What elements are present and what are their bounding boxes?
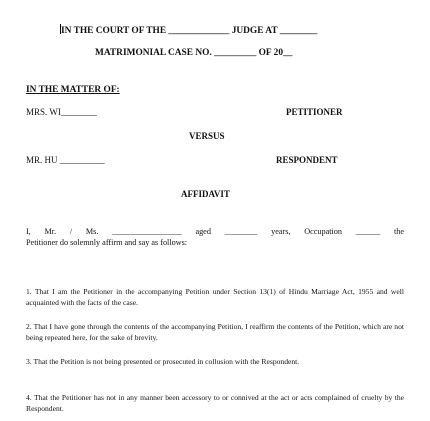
case-number-heading: MATRIMONIAL CASE NO. _________ OF 20__ [95, 48, 293, 58]
court-heading-text: IN THE COURT OF THE _____________ JUDGE AT ________ [61, 26, 318, 36]
court-heading [60, 24, 317, 36]
paragraph-1: 1. That I am the Petitioner in the accompanying Petition under Section 13(1) of Hindu Marriage Act, 1955 and well acquainted with the facts of the case. [26, 287, 404, 308]
intro-line-2: Petitioner do solemnly affirm and say as follows: [26, 238, 188, 247]
affidavit-intro [26, 226, 404, 248]
intro-line-1: I, Mr. / Ms. _________________ aged ________ years, Occupation ______ the [26, 227, 404, 236]
respondent-label: RESPONDENT [276, 155, 338, 165]
paragraph-4: 4. That the Petitioner has not in any manner been accessory to or connived at the act or acts complained of cruelty by the Respondent. [26, 393, 404, 414]
paragraph-3: 3. That the Petition is not being presented or prosecuted in collusion with the Respondent. [26, 357, 300, 366]
matter-heading: IN THE MATTER OF: [26, 85, 120, 95]
versus-label: VERSUS [189, 131, 225, 141]
affidavit-title: AFFIDAVIT [181, 189, 230, 199]
respondent-name: MR. HU __________ [26, 155, 105, 165]
petitioner-label: PETITIONER [286, 107, 343, 117]
paragraph-2: 2. That I have gone through the contents of the accompanying Petition, I reaffirm the contents of the Petition, which are not being repeated here, for the sake of brevity. [26, 322, 404, 343]
petitioner-name: MRS. WI________ [26, 107, 97, 117]
